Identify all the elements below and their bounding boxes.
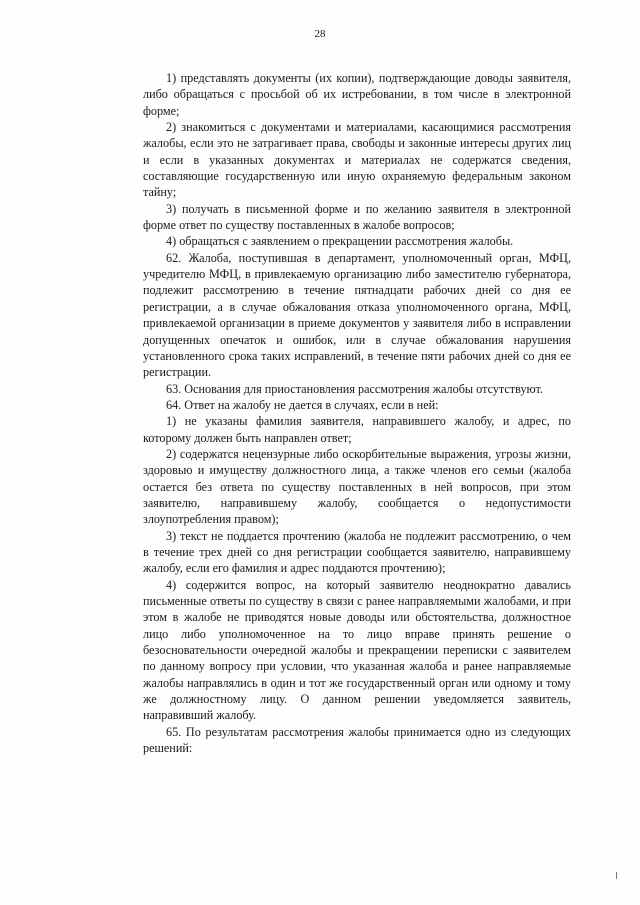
paragraph-rights-4: 4) обращаться с заявлением о прекращении рассмотрения жалобы. [166, 234, 514, 249]
paragraph-63: 63. Основания для приостановления рассмотрения жалобы отсутствуют. [166, 381, 543, 396]
paragraph-64-item-1: 1) не указаны фамилия заявителя, направившего жалобу, и адрес, по которому должен быть направлен ответ; [143, 414, 571, 445]
document-body [143, 70, 571, 756]
paragraph-rights-1: 1) представлять документы (их копии), подтверждающие доводы заявителя, либо обращаться с просьбой об их истребовании, в том числе в электронной форме; [143, 71, 571, 118]
paragraph-65: 65. По результатам рассмотрения жалобы принимается одно из следующих решений: [143, 724, 571, 756]
scan-mark [616, 872, 617, 879]
paragraph-rights-3: 3) получать в письменной форме и по желанию заявителя в электронной форме ответ по существу поставленных в жалобе вопросов; [143, 201, 571, 233]
paragraph-62: 62. Жалоба, поступившая в департамент, уполномоченный орган, МФЦ, учредителю МФЦ, в привлекаемую организацию либо заместителю губернатора, подлежит рассмотрению в течение пятнадцати рабочих дней со дня ее регистрации, а в случае обжалования отказа уполномоченного органа, МФЦ, привлекаемой организации в приеме документов у заявителя либо в исправлении допущенных опечаток и ошибок, или в случае обжалования нарушения установленного срока таких исправлений, в течение пяти рабочих дней со дня ее регистрации. [143, 250, 571, 380]
page-number: 28 [314, 28, 326, 40]
paragraph-64: 64. Ответ на жалобу не дается в случаях, если в ней: [166, 397, 439, 412]
paragraph-rights-2: 2) знакомиться с документами и материалами, касающимися рассмотрения жалобы, если это не затрагивает права, свободы и законные интересы других лиц и если в указанных документах и материалах не содержатся сведения, составляющие государственную или иную охраняемую федеральным законом тайну; [143, 120, 571, 200]
paragraph-64-item-3: 3) текст не поддается прочтению (жалоба не подлежит рассмотрению, о чем в течение трех дней со дня регистрации сообщается заявителю, направившему жалобу, если его фамилия и адрес поддаются прочтению); [143, 528, 571, 576]
paragraph-64-item-4: 4) содержится вопрос, на который заявителю неоднократно давались письменные ответы по существу в связи с ранее направляемыми жалобами, и при этом в жалобе не приводятся новые доводы или обстоятельства, должностное лицо либо уполномоченное на то лицо вправе принять решение о безосновательности очередной жалобы и прекращении переписки с заявителем по данному вопросу при условии, что указанная жалоба и ранее направляемые жалобы направлялись в один и тот же государственный орган или одному и тому же должностному лицу. О данном решении уведомляется заявитель, направивший жалобу. [143, 577, 571, 723]
paragraph-64-item-2: 2) содержатся нецензурные либо оскорбительные выражения, угрозы жизни, здоровью и имуществу должностного лица, а также членов его семьи (жалоба остается без ответа по существу поставленных в ней вопросов, при этом заявителю, направившему жалобу, сообщается о недопустимости злоупотребления правом); [143, 446, 571, 527]
